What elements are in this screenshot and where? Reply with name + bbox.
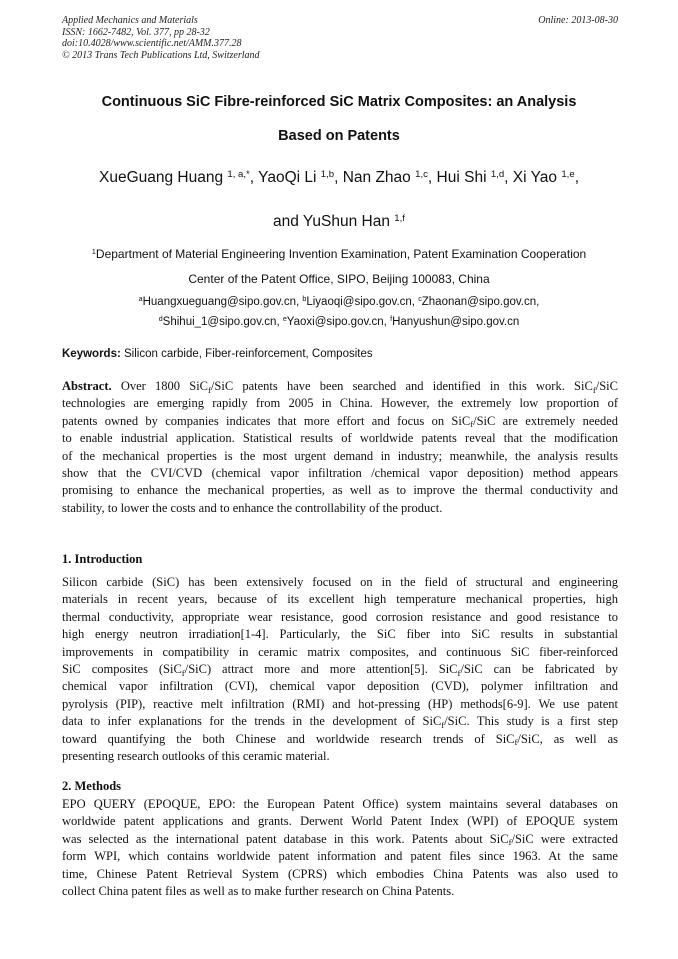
text-line: stability, to lower the costs and to enhance the controllability of the product.: [62, 500, 443, 515]
author-separator: ,: [334, 169, 343, 186]
text-line: worldwide patent applications and grants. Derwent World Patent Index (WPI) of EPOQUE system: [62, 814, 618, 829]
doi-line: doi:10.4028/www.scientific.net/AMM.377.28: [62, 38, 242, 49]
section-heading-methods: 2. Methods: [62, 779, 122, 793]
abstract-label: Abstract.: [62, 379, 112, 393]
author-affiliation-sup: 1,c: [415, 168, 428, 180]
author-line-2: [30, 200, 648, 244]
email-address: Huangxueguang@sipo.gov.cn: [142, 296, 296, 308]
text-line: materials in recent years, because of its excellent high temperature mechanical properties, high: [62, 592, 618, 607]
text-line: pyrolysis (PIP), reactive melt infiltration (RMI) and hot-pressing (HP) methods[6-9]. We use patent: [62, 696, 618, 711]
text-line: form WPI, which contains worldwide patent information and patent files since 1963. At the same: [62, 849, 618, 864]
text-line: was selected as the international patent database in this work. Patents about SiC$_f$/SiC were extracted: [62, 831, 619, 848]
author-name: Nan Zhao: [342, 169, 416, 186]
author-line-1: [30, 156, 648, 200]
author-separator: ,: [427, 169, 437, 186]
author-name: Hui Shi: [436, 169, 491, 186]
issn-line: ISSN: 1662-7482, Vol. 377, pp 28-32: [62, 26, 210, 38]
text-line: improvements in compatibility in ceramic matrix composites, and continuous SiC fiber-reinforced: [62, 644, 618, 659]
affiliation-line-2: Center of the Patent Office, SIPO, Beijing 100083, China: [188, 272, 490, 286]
title-line-2: Based on Patents: [278, 128, 400, 144]
email-sup: e: [282, 315, 287, 324]
text-line: promising to enhance the mechanical properties, as well as to improve the thermal conductivity and: [62, 483, 618, 498]
text-line: patents owned by companies indicates that more effort and focus on SiC$_f$/SiC are extremely needed: [62, 413, 618, 430]
introduction-paragraph: [62, 574, 618, 765]
methods-paragraph: [62, 796, 618, 900]
author-affiliation-sup: 1, a,*: [227, 168, 250, 180]
author-list: [30, 156, 648, 244]
title-line-1: Continuous SiC Fibre-reinforced SiC Matrix Composites: an Analysis: [101, 94, 577, 110]
text-line: thermal conductivity, appropriate wear resistance, good corrosion resistance and good resistance to: [62, 609, 618, 624]
email-separator: ,: [383, 316, 391, 328]
author-separator: ,: [249, 169, 259, 186]
email-sup: a: [138, 295, 143, 304]
text-line: of the mechanical properties is the most urgent demand in industry; meanwhile, the analysis results: [62, 448, 618, 463]
text-line: SiC composites (SiC$_f$/SiC) attract more and more attention[5]. SiC$_f$/SiC can be fabricated by: [62, 662, 619, 678]
author-name: YaoQi Li: [258, 169, 321, 186]
paper-title: [40, 85, 638, 153]
section-heading-introduction: 1. Introduction: [62, 552, 143, 566]
text-line: show that the CVI/CVD (chemical vapor infiltration /chemical vapor deposition) method appears: [62, 466, 618, 481]
email-address: Yaoxi@sipo.gov.cn: [286, 316, 384, 328]
author-separator: ,: [574, 169, 579, 186]
email-address: Zhaonan@sipo.gov.cn: [421, 296, 537, 308]
email-separator: ,: [296, 296, 303, 308]
email-address: Liyaoqi@sipo.gov.cn: [306, 296, 412, 308]
text-line: Silicon carbide (SiC) has been extensively focused on in the field of structural and engineering: [62, 575, 618, 589]
author-affiliation-sup: 1,b: [320, 168, 335, 180]
email-sup: d: [158, 315, 163, 324]
text-line: toward quantifying the both Chinese and worldwide research trends of SiC$_f$/SiC, as well as: [62, 731, 618, 748]
journal-header: [62, 15, 618, 61]
author-separator: ,: [504, 169, 513, 186]
text-line: data to infer explanations for the trends in the development of SiC$_f$/SiC. This study is a first step: [62, 714, 618, 730]
email-sup: c: [418, 295, 422, 304]
text-line: presenting research outlooks of this ceramic material.: [62, 749, 330, 764]
online-date: Online: 2013-08-30: [538, 15, 618, 26]
email-address: Shihui_1@sipo.gov.cn: [162, 316, 277, 328]
email-line-1: [30, 292, 648, 312]
text-line: to enable industrial application. Statistical results of worldwide patents reveal that the modification: [62, 431, 618, 446]
text-line: collect China patent files as well as to make further research on China Patents.: [62, 884, 455, 899]
text-line: EPO QUERY (EPOQUE, EPO: the European Patent Office) system maintains several databases on: [62, 797, 618, 811]
email-address: Hanyushun@sipo.gov.cn: [392, 316, 520, 328]
author-affiliation-sup: 1,f: [394, 212, 405, 224]
email-separator: ,: [536, 296, 540, 308]
author-affiliation-sup: 1,e: [561, 168, 575, 180]
author-name: XueGuang Huang: [98, 169, 228, 186]
author-name: Xi Yao: [512, 169, 562, 186]
email-separator: ,: [411, 296, 419, 308]
author-name: and YuShun Han: [273, 213, 395, 230]
abstract: [62, 378, 618, 517]
affiliation: [30, 242, 648, 292]
email-sup: f: [390, 315, 393, 324]
email-separator: ,: [276, 316, 283, 328]
author-affiliation-sup: 1,d: [490, 168, 505, 180]
copyright-line: © 2013 Trans Tech Publications Ltd, Switzerland: [62, 49, 260, 61]
text-line: time, Chinese Patent Retrieval System (CPRS) which embodies China Patents was also used to: [62, 866, 618, 881]
keywords: [62, 348, 618, 360]
email-list: [30, 292, 648, 332]
journal-name: Applied Mechanics and Materials: [62, 15, 198, 26]
text-line: chemical vapor infiltration (CVI), chemical vapor deposition (CVD), polymer infiltration and: [62, 679, 618, 694]
affiliation-sup: 1: [91, 246, 96, 256]
keywords-label: Keywords:: [62, 348, 121, 360]
text-line: Abstract. Over 1800 SiC$_f$/SiC patents have been searched and identified in this work. SiC$_f$/SiC: [62, 379, 618, 395]
keywords-text: Silicon carbide, Fiber-reinforcement, Composites: [120, 348, 373, 360]
text-line: high energy neutron irradiation[1-4]. Particularly, the SiC fiber into SiC results in substantial: [62, 627, 618, 642]
text-line: technologies are emerging rapidly from 2005 in China. However, the extremely low proportion of: [62, 396, 618, 411]
email-sup: b: [302, 295, 307, 304]
email-line-2: [30, 312, 648, 332]
affiliation-line-1: $^1$Department of Material Engineering Invention Examination, Patent Examination Cooperation: [91, 246, 587, 261]
